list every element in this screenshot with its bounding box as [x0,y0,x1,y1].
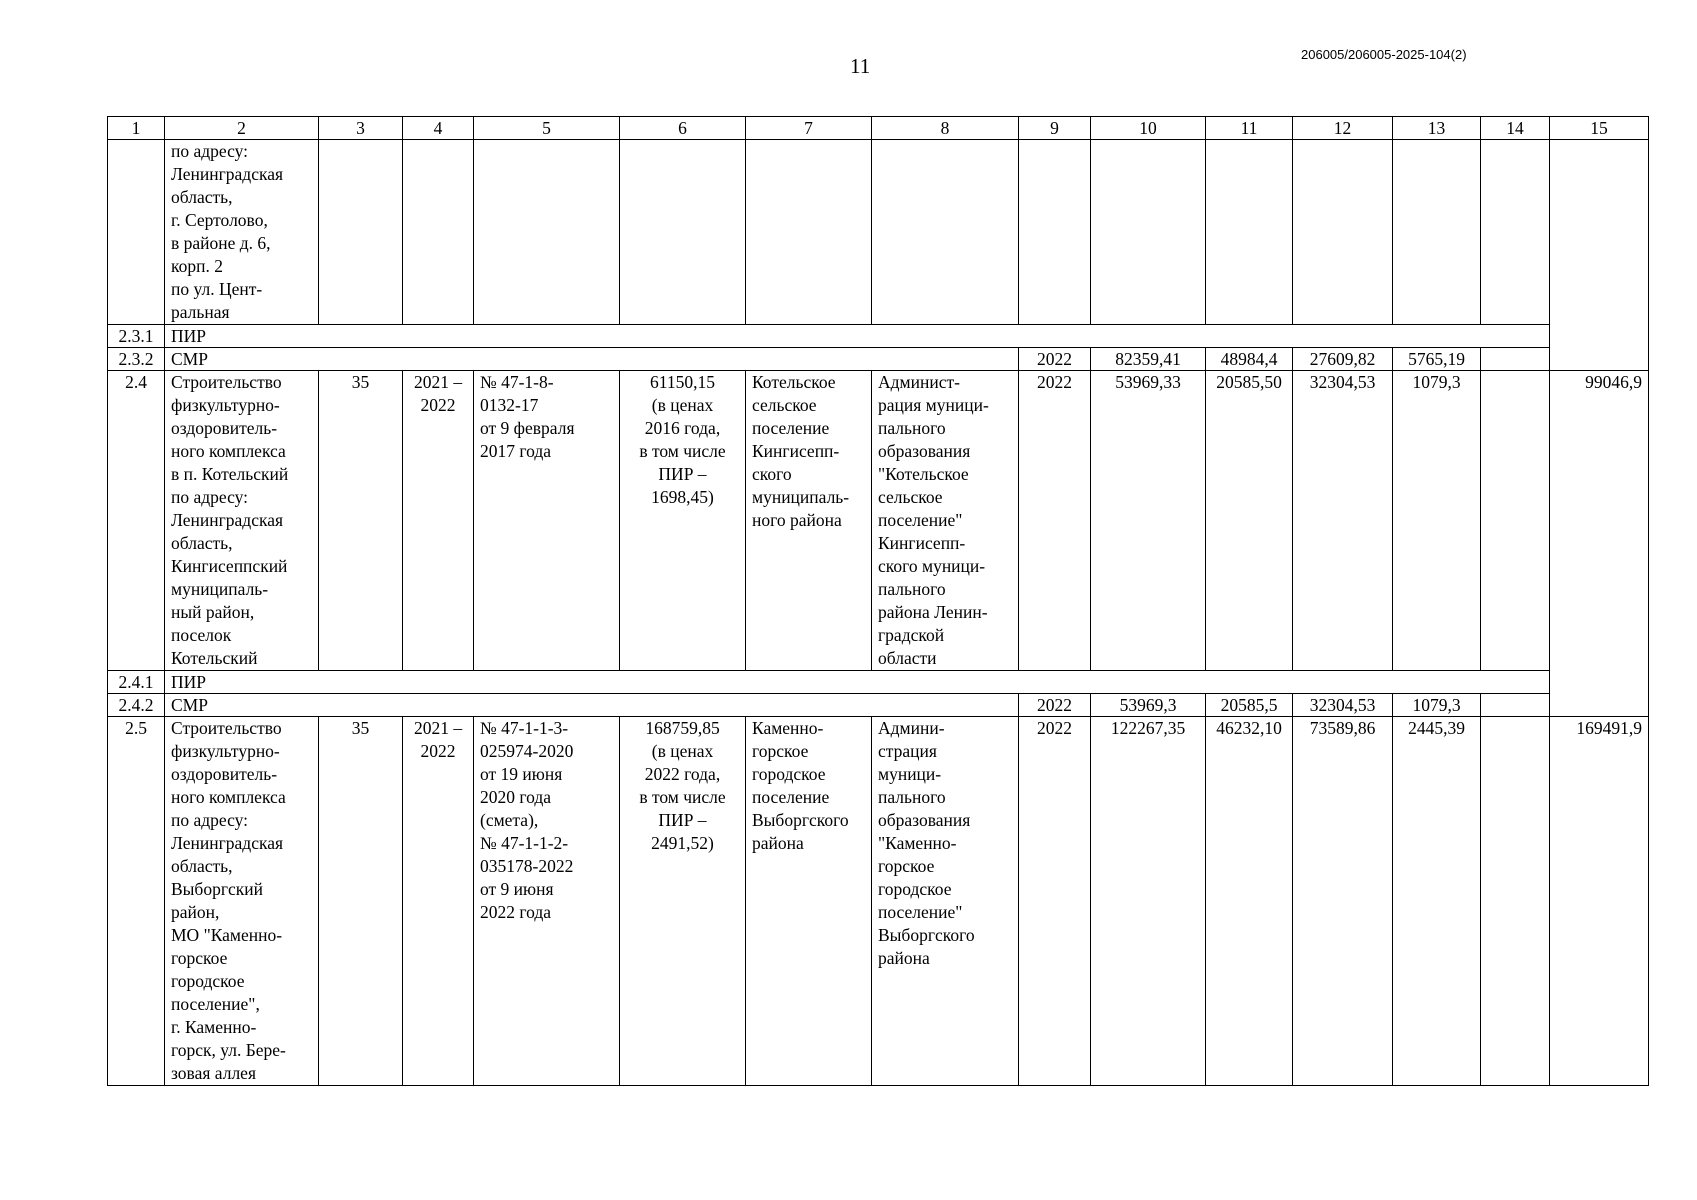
amount-cell: 73589,86 [1293,717,1393,1086]
year-cell: 2022 [1019,717,1091,1086]
row-label: ПИР [165,325,1550,348]
header-cell: 13 [1393,117,1481,140]
year-cell: 2022 [1019,371,1091,671]
table-row-2-5 [108,717,1649,1086]
header-cell: 3 [319,117,403,140]
cost-cell: 168759,85 (в ценах 2022 года, в том числе ПИР – 2491,52) [639,718,726,853]
cost-cell: 61150,15 (в ценах 2016 года, в том числе ПИР – 1698,45) [639,372,726,507]
total-cell: 99046,9 [1550,371,1649,717]
amount-cell: 82359,41 [1091,348,1206,371]
period-cell: 2021 – 2022 [413,718,463,761]
amount-cell: 32304,53 [1293,694,1393,717]
document-id: 206005/206005-2025-104(2) [1301,47,1467,62]
expertise-cell: № 47-1-1-3- 025974-2020 от 19 июня 2020 года (смета), № 47-1-1-2- 035178-2022 от 9 июня 2022 года [480,718,574,922]
header-cell: 11 [1206,117,1293,140]
header-cell: 15 [1550,117,1649,140]
page-number: 11 [850,54,871,78]
row-number: 2.3.2 [108,348,165,371]
row-label: ПИР [165,671,1550,694]
header-cell: 9 [1019,117,1091,140]
amount-cell [1481,371,1550,671]
row-number: 2.3.1 [108,325,165,348]
amount-cell: 2445,39 [1393,717,1481,1086]
municipality-cell: Каменно- горское городское поселение Выборгского района [752,718,849,853]
year-cell: 2022 [1019,694,1091,717]
amount-cell: 5765,19 [1393,348,1481,371]
amount-cell: 122267,35 [1091,717,1206,1086]
header-cell: 6 [620,117,746,140]
table-row-2-4 [108,371,1649,671]
row-label: СМР [165,348,1019,371]
amount-cell: 27609,82 [1293,348,1393,371]
table-row-2-4-2 [108,694,1649,717]
object-address: по адресу: Ленинградская область, г. Сертолово, в районе д. 6, корп. 2 по ул. Цент- ральная [171,141,284,322]
amount-cell: 53969,33 [1091,371,1206,671]
table-row-continuation [108,140,1649,325]
year-cell: 2022 [1019,348,1091,371]
row-number: 2.4.1 [108,671,165,694]
row-label: СМР [165,694,1019,717]
header-cell: 7 [746,117,872,140]
amount-cell: 32304,53 [1293,371,1393,671]
amount-cell: 20585,50 [1206,371,1293,671]
header-cell: 12 [1293,117,1393,140]
amount-cell: 48984,4 [1206,348,1293,371]
capacity-cell: 35 [319,371,403,671]
table-row-2-3-2 [108,348,1649,371]
object-name: Строительство физкультурно- оздоровитель- ного комплекса по адресу: Ленинградская область, Выборгский район, МО "Каменно- горское городское поселение", г. Каменно- горск, ул. Бере- зовая аллея [171,718,286,1083]
header-cell: 14 [1481,117,1550,140]
amount-cell [1481,717,1550,1086]
table-row-2-4-1 [108,671,1649,694]
row-number: 2.4 [108,371,165,671]
period-cell: 2021 – 2022 [413,372,463,415]
amount-cell: 20585,5 [1206,694,1293,717]
row-number: 2.5 [108,717,165,1086]
header-cell: 1 [108,117,165,140]
total-cell: 169491,9 [1550,717,1649,1086]
header-cell: 10 [1091,117,1206,140]
capacity-cell: 35 [319,717,403,1086]
amount-cell: 1079,3 [1393,694,1481,717]
table-row-2-3-1 [108,325,1649,348]
table-header-row [108,117,1649,140]
customer-cell: Админи- страция муници- пального образования "Каменно- горское городское поселение" Выборгского района [878,718,975,968]
row-number: 2.4.2 [108,694,165,717]
amount-cell: 46232,10 [1206,717,1293,1086]
customer-cell: Админист- рация муници- пального образования "Котельское сельское поселение" Кингисепп- ского муници- пального района Ленин- градской области [878,372,989,668]
header-cell: 2 [165,117,319,140]
data-table [107,116,1649,1086]
municipality-cell: Котельское сельское поселение Кингисепп- ского муниципаль- ного района [752,372,850,530]
header-cell: 8 [872,117,1019,140]
header-cell: 5 [474,117,620,140]
header-cell: 4 [403,117,474,140]
amount-cell: 1079,3 [1393,371,1481,671]
expertise-cell: № 47-1-8- 0132-17 от 9 февраля 2017 года [480,372,575,461]
object-name: Строительство физкультурно- оздоровитель- ного комплекса в п. Котельский по адресу: Ленинградская область, Кингисеппский муниципаль- ный район, поселок Котельский [171,372,289,668]
amount-cell: 53969,3 [1091,694,1206,717]
